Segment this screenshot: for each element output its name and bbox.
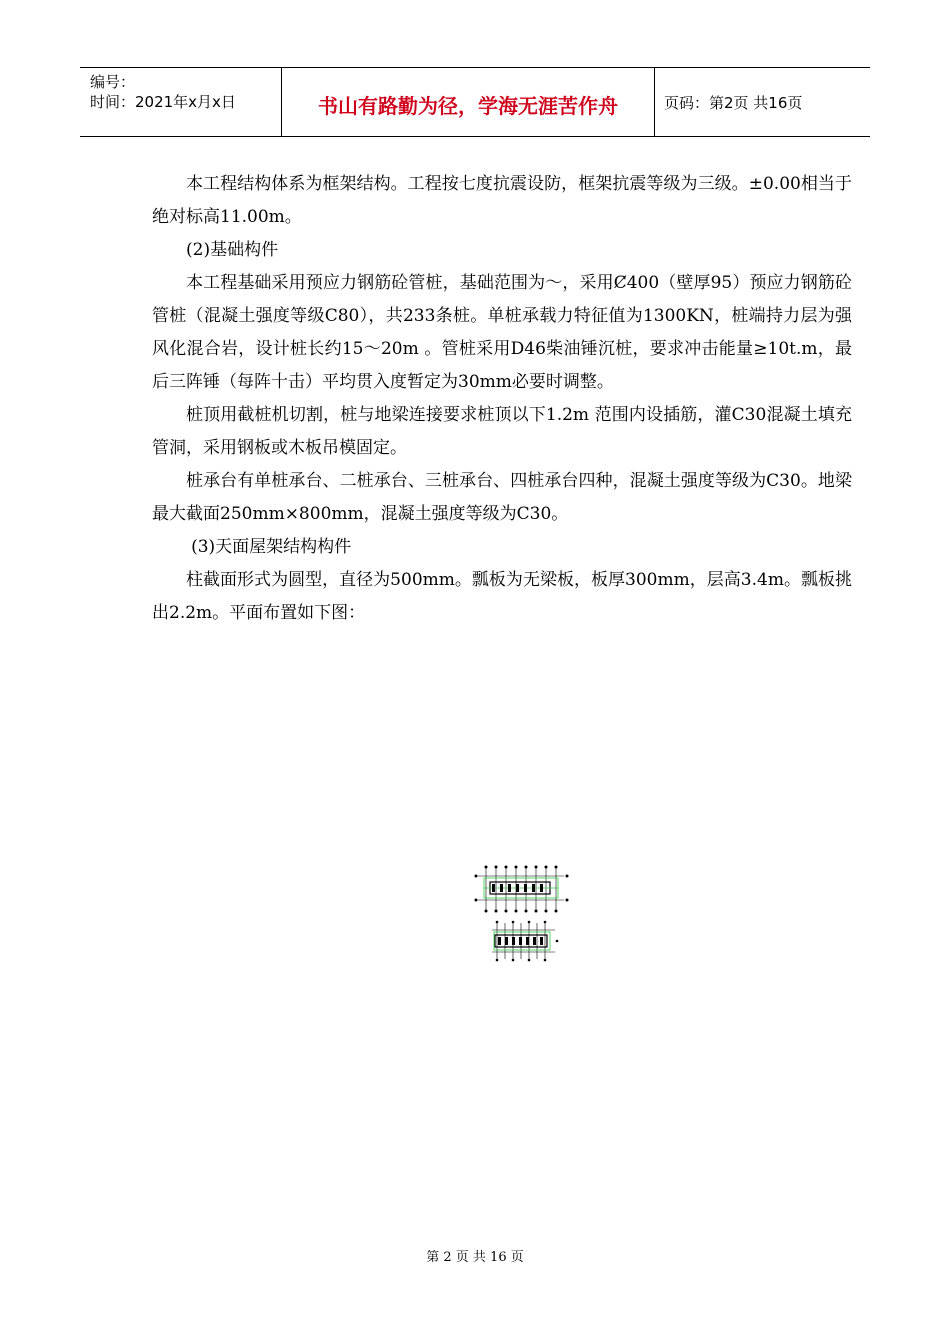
- document-number-label: 编号：: [90, 73, 136, 91]
- header-motto: 书山有路勤为径，学海无涯苦作舟: [318, 94, 618, 118]
- section-heading-foundation: (2)基础构件: [186, 240, 279, 260]
- document-date: 时间：2021年x月x日: [90, 93, 236, 111]
- floor-plan-drawing-lower: [489, 920, 561, 962]
- header-page-info: 页码：第2页 共16页: [664, 94, 803, 112]
- paragraph-foundation-piles: 本工程基础采用预应力钢筋砼管桩，基础范围为～，采用Ȼ400（壁厚95）预应力钢筋砼管桩（混凝土强度等级C80），共233条桩。单桩承载力特征值为1300KN，桩端持力层为强风化混合岩，设计桩长约15～20m 。管桩采用D46柴油锤沉桩，要求冲击能量≥10t.m，最后三阵锤（每阵十击）平均贯入度暂定为30mm必要时调整。: [152, 273, 852, 392]
- paragraph-pile-cap: 桩承台有单桩承台、二桩承台、三桩承台、四桩承台四种，混凝土强度等级为C30。地梁最大截面250mm×800mm，混凝土强度等级为C30。: [152, 471, 852, 524]
- header-table: [80, 67, 870, 137]
- document-body: [152, 168, 852, 630]
- header-meta-cell: [80, 68, 280, 136]
- paragraph-pile-top: 桩顶用截桩机切割，桩与地梁连接要求桩顶以下1.2m 范围内设插筋，灌C30混凝土填充管洞，采用钢板或木板吊模固定。: [152, 405, 852, 458]
- page-footer: 第 2 页 共 16 页: [426, 1250, 524, 1265]
- paragraph-structure-system: 本工程结构体系为框架结构。工程按七度抗震设防，框架抗震等级为三级。±0.00相当于绝对标高11.00m。: [152, 174, 852, 227]
- paragraph-roof-columns: 柱截面形式为圆型，直径为500mm。瓢板为无梁板，板厚300mm，层高3.4m。瓢板挑出2.2m。平面布置如下图：: [152, 570, 852, 623]
- section-heading-roof: (3)天面屋架结构构件: [191, 537, 352, 557]
- header-motto-cell: [281, 68, 655, 136]
- floor-plan-drawing-upper: [472, 864, 572, 914]
